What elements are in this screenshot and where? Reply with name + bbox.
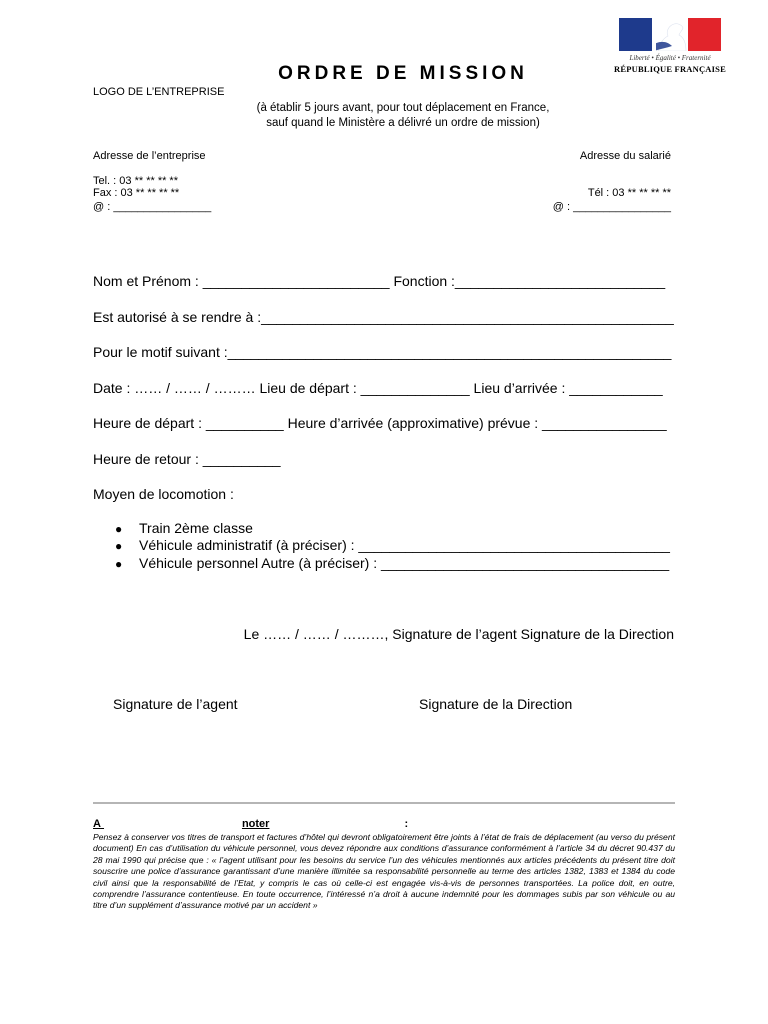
destination-field[interactable]: Est autorisé à se rendre à :_____________________________________________________ [93,309,674,325]
republique-francaise-logo [619,18,721,51]
direction-signature-label: Signature de la Direction [419,696,573,712]
departure-arrival-time-field[interactable]: Heure de départ : __________ Heure d’arrivée (approximative) prévue : ________________ [93,415,667,431]
note-heading-colon: : [404,818,409,830]
devise-text: Liberté • Égalité • Fraternité [629,54,711,62]
bullet-icon: ● [115,539,123,553]
document-subtitle [230,101,576,131]
subtitle-line-2: sauf quand le Ministère a délivré un ordre de mission) [266,117,540,129]
subtitle-line-1: (à établir 5 jours avant, pour tout déplacement en France, [256,102,550,114]
marianne-icon [656,18,688,51]
locomotion-label: Moyen de locomotion : [93,486,234,502]
flag-red-band [688,18,721,51]
divider [93,802,675,804]
bullet-icon: ● [115,557,123,571]
company-fax: Fax : 03 ** ** ** ** [93,187,180,199]
name-function-field[interactable]: Nom et Prénom : ________________________ Fonction :___________________________ [93,273,666,289]
date-places-field[interactable]: Date : …… / …… / ……… Lieu de départ : ______________ Lieu d’arrivée : ____________ [93,380,663,396]
employee-email: @ : ________________ [552,201,671,213]
note-heading-gap [269,818,404,830]
note-heading-a: A [93,818,101,830]
note-body: Pensez à conserver vos titres de transport et factures d’hôtel qui devront obligatoirement être joints à l’état de frais de déplacement (au verso du présent document) En cas d’utilisation du véhicule personnel, vous devez répondre aux conditions d’assurance conformément à l’article 34 du décret 90.437 du 28 mai 1990 qui précise que : « l’agent utilisant pour les besoins du service l’un des véhicules mentionnés aux articles précédents du présent titre doit souscrire une police d’assurance garantissant d’une manière illimitée sa responsabilité personnelle au terme des articles 1382, 1383 et 1384 du code civil ainsi que la responsabilité de l’Etat, y compris le cas où celle-ci est engagée vis-à-vis de personnes transportées. La police doit, en outre, comprendre l’assurance contentieuse. En toute occurrence, l’intéressé n’a droit à aucune indemnité pour les dommages subis par son véhicule ou au titre d’un supplément d’assurance motivé par un accident » [93,832,675,911]
employee-tel: Tél : 03 ** ** ** ** [587,187,671,199]
agent-signature-label: Signature de l’agent [113,696,238,712]
bullet-icon: ● [115,522,123,536]
flag-white-band [652,18,688,51]
company-address: Adresse de l’entreprise [93,150,206,162]
option-vehicule-personnel[interactable]: Véhicule personnel Autre (à préciser) : _____________________________________ [139,555,670,571]
option-vehicule-administratif[interactable]: Véhicule administratif (à préciser) : ________________________________________ [139,537,670,553]
signature-date-line[interactable]: Le …… / …… / ………, Signature de l’agent Signature de la Direction [243,626,674,642]
motif-field[interactable]: Pour le motif suivant :_________________________________________________________ [93,344,672,360]
company-logo-placeholder: LOGO DE L’ENTREPRISE [93,86,225,98]
return-time-field[interactable]: Heure de retour : __________ [93,451,281,467]
flag-blue-band [619,18,652,51]
company-tel: Tel. : 03 ** ** ** ** [93,175,178,187]
document-title: ORDRE DE MISSION [278,63,528,84]
note-heading-noter: noter [241,818,270,830]
note-heading [93,818,675,830]
company-email: @ : ________________ [93,201,212,213]
note-heading-underline [101,818,242,830]
employee-address: Adresse du salarié [579,150,671,162]
option-train[interactable]: Train 2ème classe [139,520,253,536]
republique-francaise-text: RÉPUBLIQUE FRANÇAISE [614,64,726,74]
